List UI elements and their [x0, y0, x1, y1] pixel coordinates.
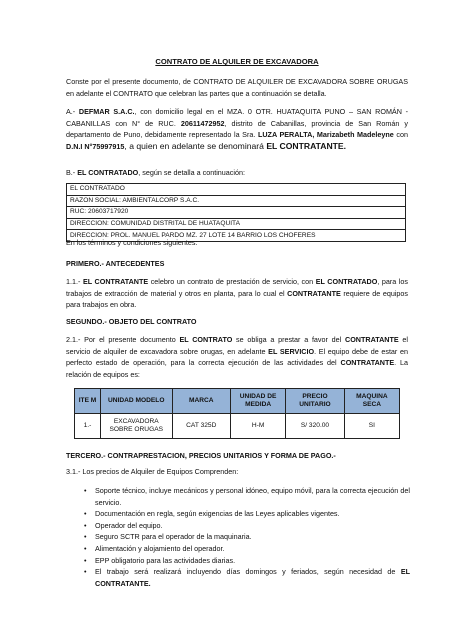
equipment-cell: EXCAVADORA SOBRE ORUGAS	[101, 414, 173, 439]
bullet-item	[84, 531, 410, 543]
equipment-header-cell: MARCA	[172, 389, 231, 414]
equipment-row	[75, 414, 400, 439]
bullet-glyph: •	[84, 567, 87, 577]
equipment-header-cell: UNIDAD DE MEDIDA	[231, 389, 286, 414]
equipment-cell: CAT 325D	[172, 414, 231, 439]
segundo-bold-4: CONTRATANTE	[340, 358, 395, 368]
primero-paragraph	[66, 276, 408, 311]
bullet-glyph: •	[84, 509, 87, 519]
bullet-text: Documentación en regla, según exigencias de las Leyes aplicables vigentes.	[95, 509, 340, 519]
equipment-header-cell: UNIDAD MODELO	[101, 389, 173, 414]
info-cell: DIRECCION: COMUNIDAD DISTRITAL DE HUATAQUITA	[67, 218, 406, 230]
bullet-item	[84, 555, 410, 567]
equipment-cell: H-M	[231, 414, 286, 439]
primero-text-1: celebro un contrato de prestación de servicio, con	[148, 277, 316, 286]
info-row	[67, 218, 406, 230]
info-cell: EL CONTRATADO	[67, 184, 406, 196]
party-b-paragraph	[66, 167, 408, 179]
primero-bold-1: EL CONTRATANTE	[82, 277, 149, 286]
bullet-text: Seguro SCTR para el operador de la maquinaria.	[95, 532, 252, 542]
bullet-glyph: •	[84, 486, 87, 495]
party-a-prefix: A.-	[66, 107, 79, 116]
intro-paragraph: Conste por el presente documento, de CONTRATO DE ALQUILER DE EXCAVADORA SOBRE ORUGAS en adelante el CONTRATO que celebran las partes que a continuación se detalla.	[66, 77, 408, 98]
terms-line: En los términos y condiciones siguientes:	[66, 238, 198, 247]
party-a-text-3: con	[393, 130, 408, 140]
bullet-text: El trabajo será realizará incluyendo días domingos y feriados, según necesidad de	[95, 567, 401, 577]
primero-prefix: 1.1.-	[66, 277, 83, 286]
bullet-text: Alimentación y alojamiento del operador.	[95, 543, 225, 553]
equipment-table-header-row	[75, 389, 400, 414]
party-b-prefix: B.-	[66, 168, 78, 177]
party-a-alias: EL CONTRATANTE.	[266, 140, 347, 151]
bullet-item	[84, 543, 410, 555]
party-a-company: DEFMAR S.A.C.	[78, 107, 135, 116]
party-a-text-1: , con domicilio legal en el MZA. 0 OTR. HUATAQUITA PUNO – SAN ROMÁN - CABANILLAS con N° de RUC.	[66, 107, 409, 128]
segundo-text-3: . El equipo debe de estar en perfecto estado de operación, para la correcta ejecución de las actividades del	[66, 346, 408, 368]
party-a-text-2: , distrito de Cabanillas, provincia de San Román y departamento de Puno, debidamente representado la Sra.	[66, 118, 408, 140]
equipment-cell: 1.-	[75, 414, 101, 439]
bullet-item	[84, 508, 410, 520]
party-a-paragraph	[66, 106, 408, 152]
bullet-text: EPP obligatorio para las actividades diarias.	[95, 555, 236, 565]
equipment-cell: S/ 320.00	[286, 414, 345, 439]
bullet-text: Operador del equipo.	[95, 520, 163, 530]
bullet-glyph: •	[84, 532, 87, 542]
bullet-glyph: •	[84, 520, 87, 530]
equipment-cell: SI	[344, 414, 399, 439]
equipment-header-cell: PRECIO UNITARIO	[286, 389, 345, 414]
equipment-table	[74, 388, 400, 439]
document-title: CONTRATO DE ALQUILER DE EXCAVADORA	[155, 57, 319, 66]
party-a-text-4: , a quien en adelante se denominará	[124, 140, 267, 151]
tercero-subheading: 3.1.- Los precios de Alquiler de Equipos Comprenden:	[66, 467, 239, 476]
primero-bold-2: EL CONTRATADO	[315, 277, 378, 286]
info-cell: RUC: 20603717920	[67, 207, 406, 219]
segundo-paragraph	[66, 334, 408, 380]
bullet-item	[84, 485, 410, 508]
equipment-header-cell: MAQUINA SECA	[344, 389, 399, 414]
party-a-ruc: 20611472952	[180, 118, 225, 128]
section-primero-heading: PRIMERO.- ANTECEDENTES	[66, 259, 165, 268]
bullet-item	[84, 520, 410, 532]
segundo-text-4: . La relación de equipos es:	[66, 358, 408, 379]
bullet-bold-text: EL CONTRATANTE.	[95, 567, 410, 588]
info-row	[67, 195, 406, 207]
primero-text-2: , para los trabajos de extracción de material y otros en planta, para lo cual el	[66, 277, 408, 298]
bullet-glyph: •	[84, 555, 87, 565]
segundo-bold-1: EL CONTRATO	[179, 335, 233, 344]
segundo-bold-3: EL SERVICIO	[268, 346, 315, 356]
bullet-item	[84, 566, 410, 589]
party-a-dni: D.N.I N°75997915	[66, 141, 125, 151]
info-row	[67, 184, 406, 196]
equipment-header-cell: ITE M	[75, 389, 101, 414]
contratado-info-table	[66, 183, 406, 242]
segundo-text-1: se obliga a prestar a favor del	[232, 335, 346, 344]
segundo-bold-2: CONTRATANTE	[345, 335, 399, 344]
bullet-text: Soporte técnico, incluye mecánicos y personal idóneo, equipo móvil, para la correcta ejecución del servicio.	[95, 486, 410, 507]
primero-bold-3: CONTRATANTE	[287, 288, 341, 298]
info-cell: DIRECCION: PROL. MANUEL PARDO MZ. 27 LOTE 14 BARRIO LOS CHOFERES	[67, 230, 406, 242]
party-b-alias: EL CONTRATADO	[77, 168, 139, 177]
section-segundo-heading: SEGUNDO.- OBJETO DEL CONTRATO	[66, 317, 197, 326]
info-cell: RAZON SOCIAL: AMBIENTALCORP S.A.C.	[67, 195, 406, 207]
segundo-text-0: 2.1.- Por el presente documento	[66, 335, 180, 344]
info-row	[67, 207, 406, 219]
section-tercero-heading: TERCERO.- CONTRAPRESTACION, PRECIOS UNITARIOS Y FORMA DE PAGO.-	[66, 451, 336, 460]
bullet-glyph: •	[84, 543, 87, 553]
tercero-bullet-list	[84, 485, 410, 589]
party-a-representative: LUZA PERALTA, Marizabeth Madeleyne	[257, 130, 394, 140]
primero-text-3: requiere de equipos para trabajos en obra.	[66, 288, 408, 310]
segundo-text-2: el servicio de alquiler de excavadora sobre orugas, en adelante	[66, 335, 408, 356]
party-b-text: , según se detalla a continuación:	[138, 168, 245, 177]
